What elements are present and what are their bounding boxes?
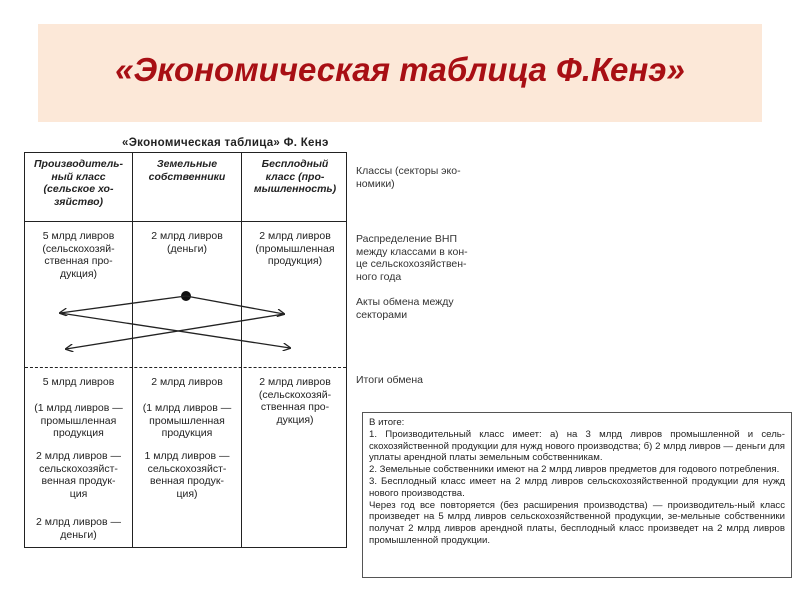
label-distribution: Распределение ВНП между классами в кон- це сельскохозяйствен- ного года: [356, 233, 468, 283]
result-productive-agricultural: 2 млрд ливров — сельскохозяйст- венная продук- ция: [36, 450, 121, 500]
summary-item-3: 3. Бесплодный класс имеет на 2 млрд ливров сельскохозяйственной продукции для нужд нового производства.: [369, 475, 785, 499]
result-productive-industrial: (1 млрд ливров — промышленная продукция: [34, 402, 123, 439]
label-results: Итоги обмена: [356, 374, 424, 386]
distribution-sterile: 2 млрд ливров (промышленная продукция): [255, 230, 335, 267]
slide-title: «Экономическая таблица Ф.Кенэ»: [115, 51, 685, 88]
figure-title: «Экономическая таблица» Ф. Кенэ: [122, 137, 329, 149]
exchange-arrows: [24, 152, 347, 548]
summary-item-2: 2. Земельные собственники имеют на 2 млрд ливров предметов для годового потребления.: [369, 464, 780, 476]
summary-conclusion: Через год все повторяется (без расширения производства) — производитель-ный класс произведет на 5 млрд ливров сельскохозяйственной продукции, зе-мельные собственники получат 2 млрд ливров арендной платы, бесплодный класс произведет на 2 млрд ливров промышленной продукции.: [369, 499, 785, 546]
result-sterile: 2 млрд ливров (сельскохозяй- ственная про- дукция): [258, 376, 332, 426]
header-productive-class: Производитель- ный класс (сельское хо- зяйство): [34, 158, 123, 208]
arrow-to-productive-upper: [60, 296, 186, 313]
summary-heading: В итоге:: [369, 417, 405, 428]
summary-box: [362, 412, 792, 578]
label-exchange: Акты обмена между секторами: [356, 296, 454, 321]
result-landowners-agricultural: 1 млрд ливров — сельскохозяйст- венная продук- ция): [144, 450, 230, 500]
label-classes: Классы (секторы эко- номики): [356, 165, 461, 190]
result-productive-money: 2 млрд ливров — деньги): [36, 516, 121, 541]
summary-item-1: 1. Производительный класс имеет: а) на 3 млрд ливров промышленной и сель-скохозяйственной продукции для нужд нового производства; б) 2 млрд ливров — деньги для уплаты арендной платы земельным собственникам.: [369, 428, 785, 464]
title-banner: [38, 24, 762, 122]
header-landowners: Земельные собственники: [148, 158, 226, 183]
result-landowners-total: 2 млрд ливров: [151, 376, 223, 388]
distribution-landowners: 2 млрд ливров (деньги): [151, 230, 223, 255]
result-landowners-industrial: (1 млрд ливров — промышленная продукция: [142, 402, 232, 439]
result-productive-total: 5 млрд ливров: [42, 376, 115, 388]
arrow-to-sterile-upper: [186, 296, 284, 314]
header-sterile-class: Бесплодный класс (про- мышленность): [253, 158, 337, 195]
distribution-productive: 5 млрд ливров (сельскохозяй- ственная про- дукция): [42, 230, 115, 280]
